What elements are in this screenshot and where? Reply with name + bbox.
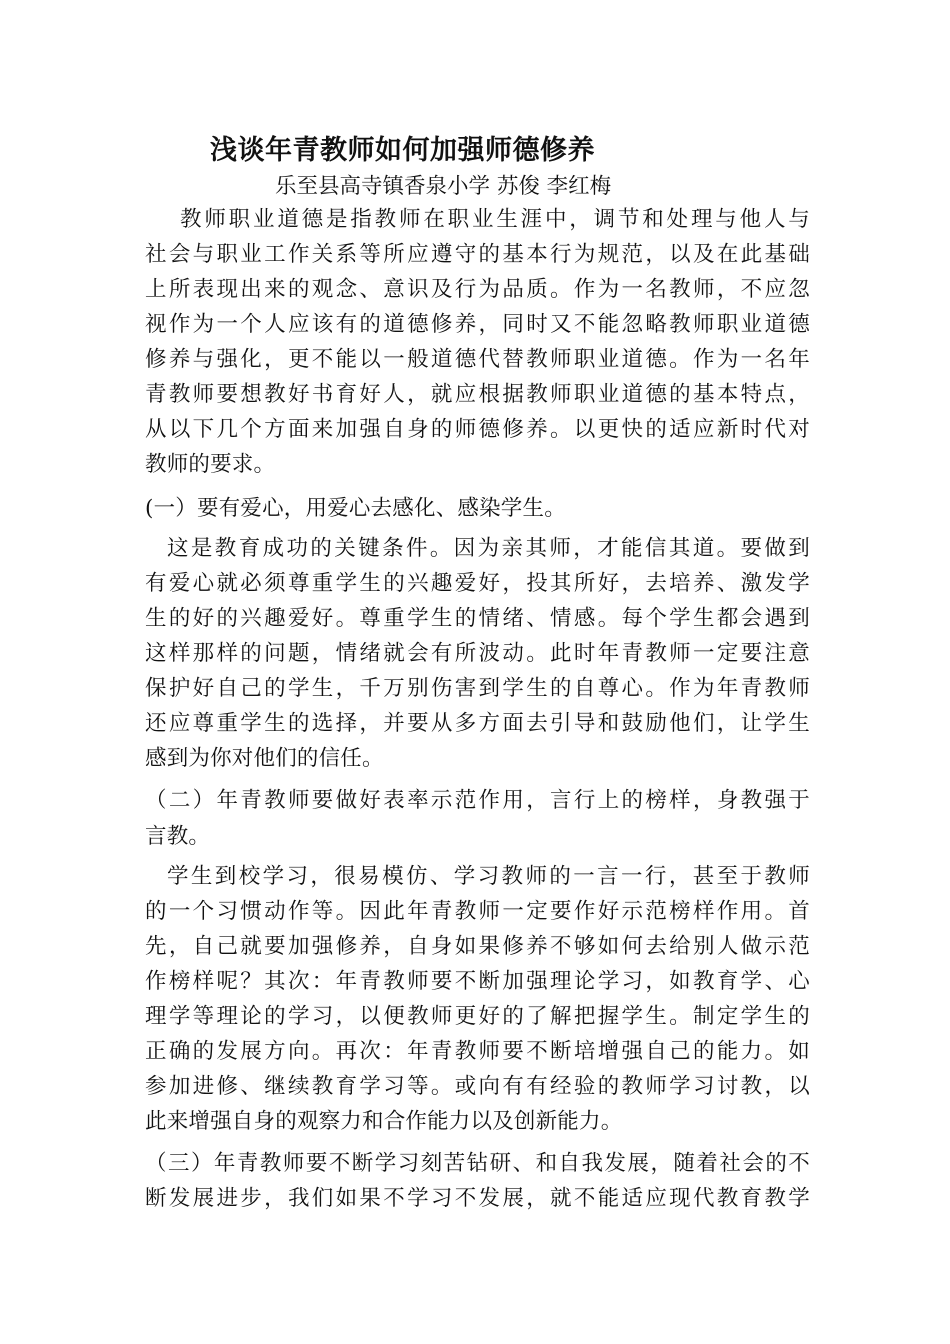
paragraph-line: 保护好自己的学生，千万别伤害到学生的自尊心。作为年青教师 [145, 676, 810, 701]
paragraph-line: 正确的发展方向。再次：年青教师要不断培增强自己的能力。如 [145, 1039, 810, 1064]
paragraph-line: 上所表现出来的观念、意识及行为品质。作为一名教师，不应忽 [145, 277, 810, 302]
paragraph-line: 还应尊重学生的选择，并要从多方面去引导和鼓励他们，让学生 [145, 711, 810, 736]
paragraph-line: 教师的要求。 [145, 452, 276, 477]
paragraph-line: 感到为你对他们的信任。 [145, 746, 384, 771]
paragraph-line: 教师职业道德是指教师在职业生涯中，调节和处理与他人与 [180, 207, 810, 232]
paragraph-line: 从以下几个方面来加强自身的师德修养。以更快的适应新时代对 [145, 417, 810, 442]
paragraph-line: 社会与职业工作关系等所应遵守的基本行为规范，以及在此基础 [145, 242, 810, 267]
document-title: 浅谈年青教师如何加强师德修养 [210, 135, 595, 166]
paragraph-line: 修养与强化，更不能以一般道德代替教师职业道德。作为一名年 [145, 347, 810, 372]
paragraph-line: 青教师要想教好书育好人，就应根据教师职业道德的基本特点， [145, 382, 810, 407]
paragraph-line: 断发展进步，我们如果不学习不发展，就不能适应现代教育教学 [145, 1186, 810, 1211]
paragraph-line: 参加进修、继续教育学习等。或向有有经验的教师学习讨教，以 [145, 1074, 810, 1099]
paragraph-line: 此来增强自身的观察力和合作能力以及创新能力。 [145, 1109, 623, 1134]
author-byline: 乐至县高寺镇香泉小学 苏俊 李红梅 [275, 174, 612, 199]
paragraph-line: 有爱心就必须尊重学生的兴趣爱好，投其所好，去培养、激发学 [145, 571, 810, 596]
paragraph-line: 生的好的兴趣爱好。尊重学生的情绪、情感。每个学生都会遇到 [145, 606, 810, 631]
paragraph-line: 作榜样呢？其次：年青教师要不断加强理论学习，如教育学、心 [145, 969, 810, 994]
paragraph-line: 这样那样的问题，情绪就会有所波动。此时年青教师一定要注意 [145, 641, 810, 666]
paragraph-line: 的一个习惯动作等。因此年青教师一定要作好示范榜样作用。首 [145, 899, 810, 924]
section-heading: (一）要有爱心，用爱心去感化、感染学生。 [145, 496, 566, 521]
paragraph-line: 先，自己就要加强修养，自身如果修养不够如何去给别人做示范 [145, 934, 810, 959]
section-heading: （二）年青教师要做好表率示范作用，言行上的榜样，身教强于 [145, 788, 810, 813]
paragraph-line: 这是教育成功的关键条件。因为亲其师，才能信其道。要做到 [167, 536, 810, 561]
paragraph-line: 理学等理论的学习，以便教师更好的了解把握学生。制定学生的 [145, 1004, 810, 1029]
paragraph-line: 视作为一个人应该有的道德修养，同时又不能忽略教师职业道德 [145, 312, 810, 337]
section-heading: 言教。 [145, 824, 211, 849]
section-heading: （三）年青教师要不断学习刻苦钻研、和自我发展，随着社会的不 [145, 1151, 810, 1176]
paragraph-line: 学生到校学习，很易模仿、学习教师的一言一行，甚至于教师 [167, 864, 810, 889]
